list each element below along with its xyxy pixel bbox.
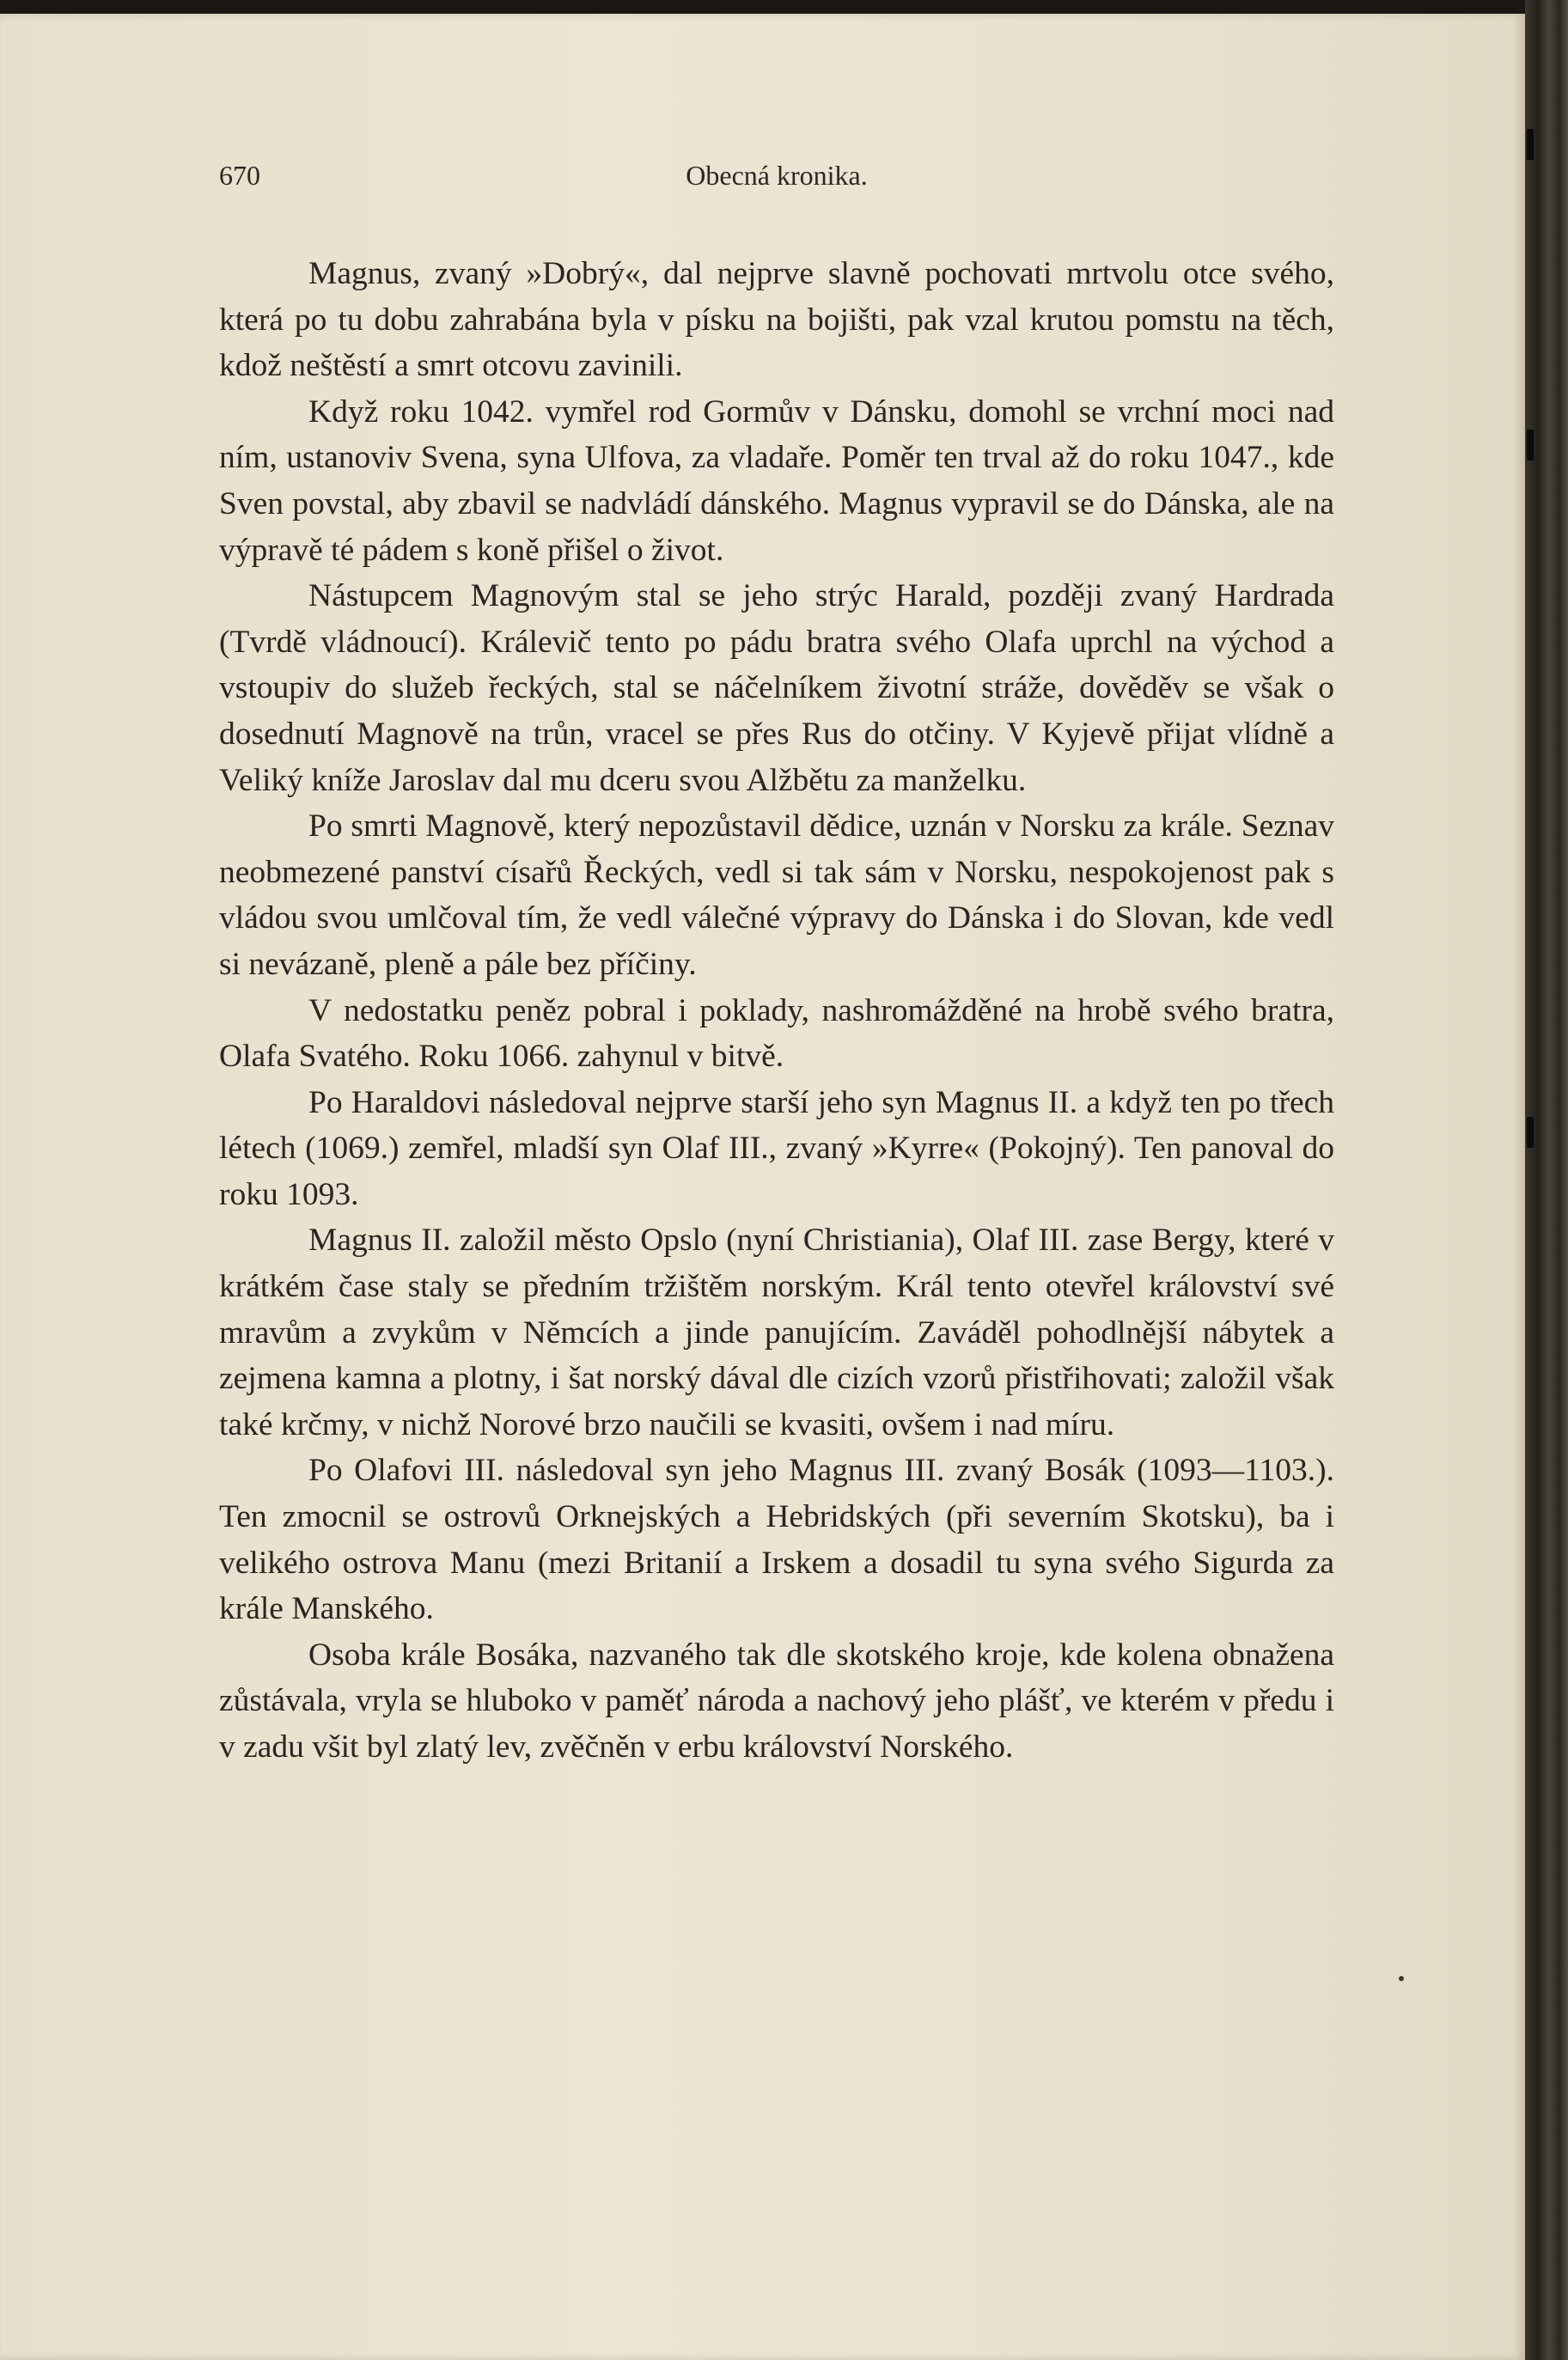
- page-body: [219, 251, 1334, 1771]
- paragraph-bosak-memory: Osoba krále Bosáka, nazvaného tak dle skotského kroje, kde kolena obnažena zůstávala, vryla se hluboko v paměť národa a nachový jeho plášť, ve kterém v předu i v zadu všit byl zlatý lev, zvěčněn v erbu království Norského.: [219, 1637, 1334, 1765]
- running-title: Obecná kronika.: [686, 160, 868, 191]
- paragraph-opslo-bergy: Magnus II. založil město Opslo (nyní Christiania), Olaf III. zase Bergy, které v krátkém čase staly se předním tržištěm norským. Král tento otevřel království své mravům a zvykům v Němcích a jinde panujícím. Zaváděl pohodlnější nábytek a zejmena kamna a plotny, i šat norský dával dle cizích vzorů přistřihovati; založil však také krčmy, v nichž Norové brzo naučili se kvasiti, ovšem i nad míru.: [219, 1223, 1334, 1442]
- page-number: 670: [219, 160, 260, 191]
- paragraph-denmark-rule: Když roku 1042. vymřel rod Gormův v Dánsku, domohl se vrchní moci nad ním, ustanoviv Svena, syna Ulfova, za vladaře. Poměr ten trval až do roku 1047., kde Sven povstal, aby zbavil se nadvládí dánského. Magnus vypravil se do Dánska, ale na výpravě té pádem s koně přišel o život.: [219, 393, 1334, 568]
- paragraph-treasure: V nedostatku peněz pobral i poklady, nashromážděné na hrobě svého bratra, Olafa Svatého. Roku 1066. zahynul v bitvě.: [219, 992, 1334, 1075]
- margin-mark: [1399, 1976, 1404, 1981]
- paragraph-magnus-burial: Magnus, zvaný »Dobrý«, dal nejprve slavně pochovati mrtvolu otce svého, která po tu dobu zahrabána byla v písku na bojišti, pak vzal krutou pomstu na těch, kdož neštěstí a smrt otcovu zavinili.: [219, 256, 1334, 384]
- page-header: [219, 160, 1334, 198]
- paragraph-magnus-bosak: Po Olafovi III. následoval syn jeho Magnus III. zvaný Bosák (1093—1103.). Ten zmocnil se ostrovů Orknejských a Hebridských (při severním Skotsku), ba i velikého ostrova Manu (mezi Britanií a Irskem a dosadil tu syna svého Sigurda za krále Manského.: [219, 1453, 1334, 1627]
- paragraph-harald-sons: Po Haraldovi následoval nejprve starší jeho syn Magnus II. a když ten po třech létech (1069.) zemřel, mladší syn Olaf III., zvaný »Kyrre« (Pokojný). Ten panoval do roku 1093.: [219, 1084, 1334, 1212]
- paragraph-harald-succession: Nástupcem Magnovým stal se jeho strýc Harald, později zvaný Hardrada (Tvrdě vládnoucí). Králevič tento po pádu bratra svého Olafa uprchl na východ a vstoupiv do služeb řeckých, stal se náčelníkem životní stráže, dověděv se však o dosednutí Magnově na trůn, vracel se přes Rus do otčiny. V Kyjevě přijat vlídně a Veliký kníže Jaroslav dal mu dceru svou Alžbětu za manželku.: [219, 578, 1334, 798]
- spine-mark-middle: [1527, 1117, 1534, 1148]
- spine-mark-upper: [1527, 430, 1534, 460]
- paragraph-harald-king: Po smrti Magnově, který nepozůstavil dědice, uznán v Norsku za krále. Seznav neobmezené panství císařů Řeckých, vedl si tak sám v Norsku, nespokojenost pak s vládou svou umlčoval tím, že vedl válečné výpravy do Dánska i do Slovan, kde vedl si nevázaně, pleně a pále bez příčiny.: [219, 808, 1334, 982]
- book-spine: [1525, 0, 1568, 2360]
- spine-mark-top: [1527, 129, 1534, 160]
